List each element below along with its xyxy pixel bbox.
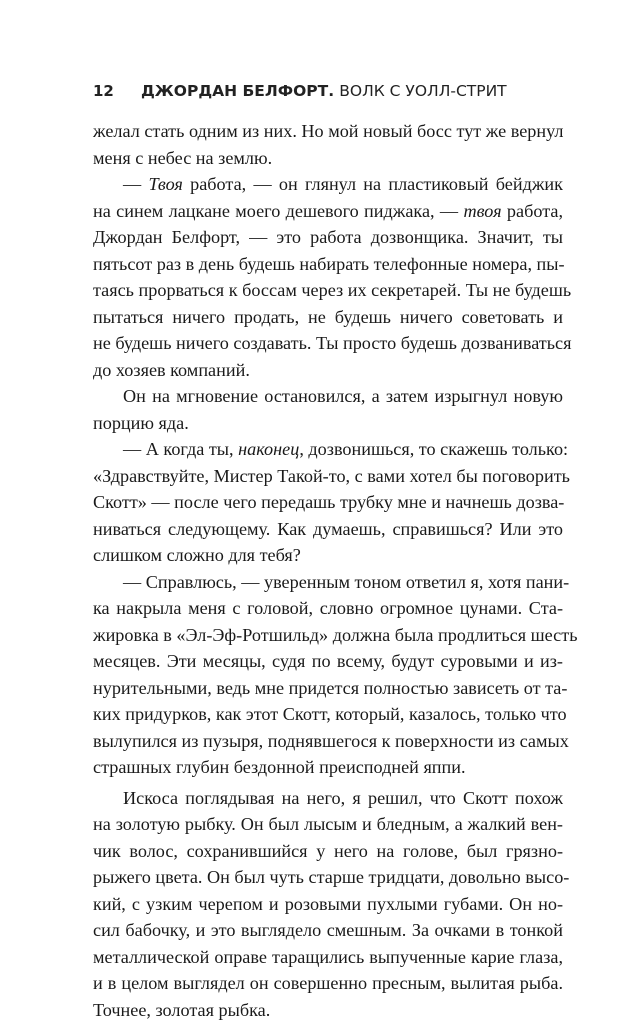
text-line: меня с небес на землю. (93, 145, 563, 172)
text-line: рыжего цвета. Он был чуть старше тридцати, довольно высо- (93, 864, 563, 891)
text-line: вылупился из пузыря, поднявшегося к поверхности из самых (93, 728, 563, 755)
header-author: ДЖОРДАН БЕЛФОРТ. (141, 82, 334, 100)
text-line: не будешь ничего создавать. Ты просто будешь дозваниваться (93, 330, 563, 357)
text-line: кий, с узким черепом и розовыми пухлыми губами. Он но- (93, 891, 563, 918)
text-line: Искоса поглядывая на него, я решил, что Скотт похож (93, 785, 563, 812)
text-line: нурительными, ведь мне придется полностью зависеть от та- (93, 675, 563, 702)
text-line: — Твоя работа, — он глянул на пластиковый бейджик (93, 171, 563, 198)
text-line: чик волос, сохранившийся у него на голове, был грязно- (93, 838, 563, 865)
text-line: Джордан Белфорт, — это работа дозвонщика. Значит, ты (93, 224, 563, 251)
text-line: — Справлюсь, — уверенным тоном ответил я, хотя пани- (93, 569, 563, 596)
text-line: Точнее, золотая рыбка. (93, 997, 563, 1023)
text-line: таясь прорваться к боссам через их секретарей. Ты не будешь (93, 277, 563, 304)
text-line: ких придурков, как этот Скотт, который, казалось, только что (93, 701, 563, 728)
text-line: металлической оправе таращились выпученные карие глаза, (93, 944, 563, 971)
text-line: Он на мгновение остановился, а затем изрыгнул новую (93, 383, 563, 410)
text-line: до хозяев компаний. (93, 357, 563, 384)
text-line: ка накрыла меня с головой, словно огромное цунами. Ста- (93, 595, 563, 622)
text-line: на золотую рыбку. Он был лысым и бледным, а жалкий вен- (93, 811, 563, 838)
italic-word: наконец (238, 439, 299, 459)
text-line: на синем лацкане моего дешевого пиджака, — твоя работа, (93, 198, 563, 225)
header-book-title: ВОЛК С УОЛЛ-СТРИТ (339, 82, 506, 100)
text-line: пятьсот раз в день будешь набирать телефонные номера, пы- (93, 251, 563, 278)
text-line: пытаться ничего продать, не будешь ничего советовать и (93, 304, 563, 331)
text-line: жировка в «Эл-Эф-Ротшильд» должна была продлиться шесть (93, 622, 563, 649)
italic-word: твоя (463, 201, 501, 221)
text-line: желал стать одним из них. Но мой новый босс тут же вернул (93, 118, 563, 145)
running-header (93, 80, 563, 102)
body-text (93, 118, 563, 1023)
text-line: «Здравствуйте, Мистер Такой-то, с вами хотел бы поговорить (93, 463, 563, 490)
text-line: сил бабочку, и это выглядело смешным. За очками в тонкой (93, 917, 563, 944)
italic-word: Твоя (148, 174, 182, 194)
text-line: Скотт» — после чего передашь трубку мне и начнешь дозва- (93, 489, 563, 516)
text-line: месяцев. Эти месяцы, судя по всему, будут суровыми и из- (93, 648, 563, 675)
text-line: порцию яда. (93, 410, 563, 437)
text-line: и в целом выглядел он совершенно пресным, вылитая рыба. (93, 970, 563, 997)
page-number: 12 (93, 80, 141, 102)
text-line: страшных глубин бездонной преисподней яппи. (93, 754, 563, 781)
text-line: ниваться следующему. Как думаешь, справишься? Или это (93, 516, 563, 543)
text-line: — А когда ты, наконец, дозвонишься, то скажешь только: (93, 436, 563, 463)
text-line: слишком сложно для тебя? (93, 542, 563, 569)
